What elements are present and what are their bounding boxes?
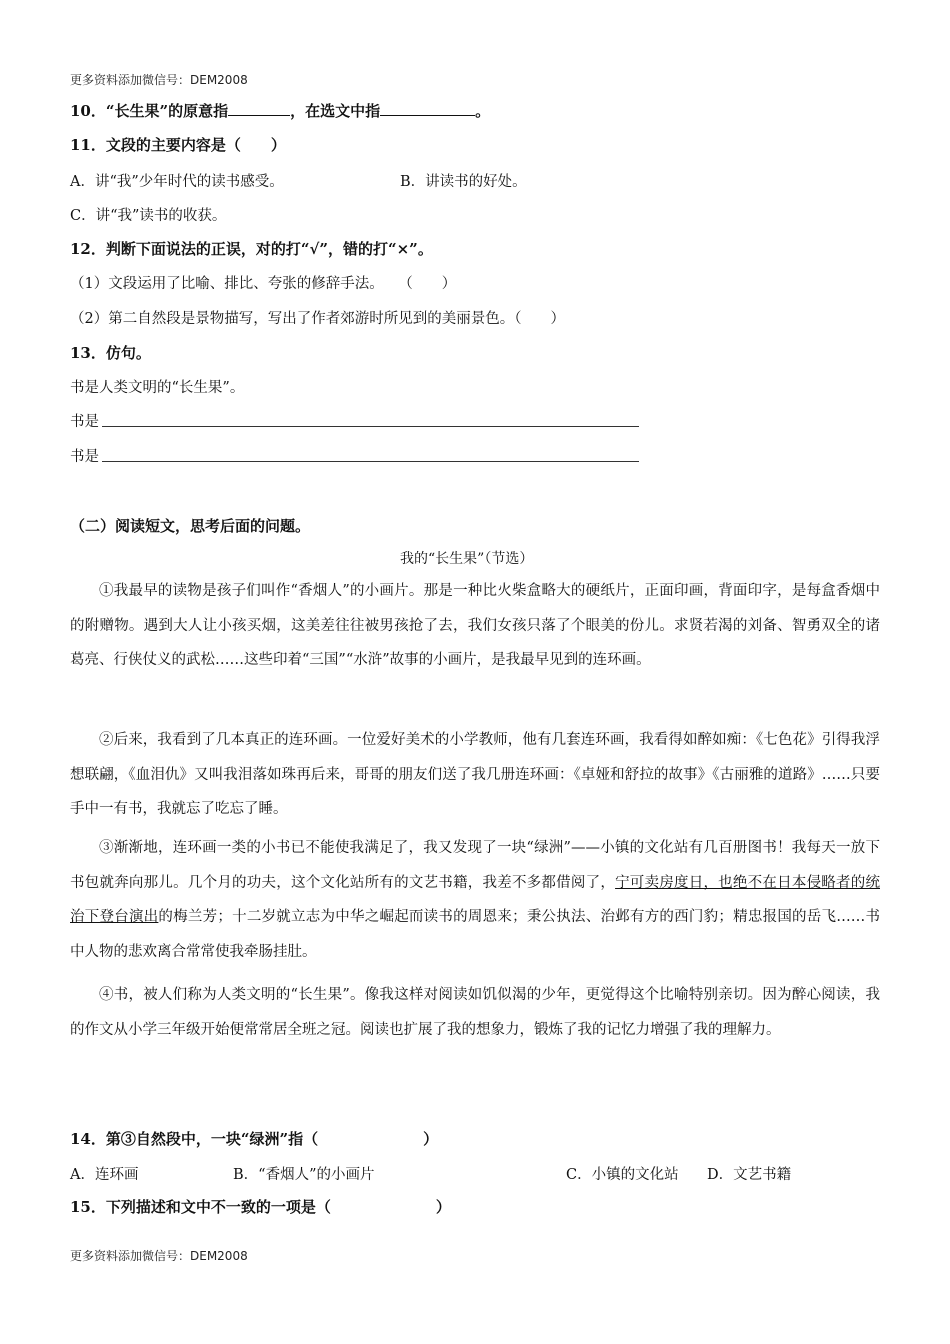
q11-option-c: C．讲“我”读书的收获。 [70, 208, 227, 224]
passage-paragraph-1: ①我最早的读物是孩子们叫作“香烟人”的小画片。那是一种比火柴盒略大的硬纸片，正面印画，背面印字，是每盒香烟中的附赠物。遇到大人让小孩买烟，这美差往往被男孩抢了去，我们女孩只落了个眼美的份儿。求贤若渴的刘备、智勇双全的诸葛亮、行侠仗义的武松……这些印着“三国”“水浒”故事的小画片，是我最早见到的连环画。 [70, 583, 880, 668]
q10-blank-2[interactable] [380, 101, 475, 116]
q14-option-d: D．文艺书籍 [707, 1167, 792, 1183]
q14-option-a: A．连环画 [70, 1167, 139, 1183]
q11-option-b: B．讲读书的好处。 [400, 174, 527, 190]
q12-item-2: （2）第二自然段是景物描写，写出了作者郊游时所见到的美丽景色。（ ） [70, 311, 565, 327]
passage-title: 我的“长生果”（节选） [400, 551, 534, 567]
passage-paragraph-4: ④书，被人们称为人类文明的“长生果”。像我这样对阅读如饥似渴的少年，更觉得这个比喻特别亲切。因为醉心阅读，我的作文从小学三年级开始便常常居全班之冠。阅读也扩展了我的想象力，锻炼了我的记忆力增强了我的理解力。 [70, 987, 880, 1038]
passage-paragraph-2: ②后来，我看到了几本真正的连环画。一位爱好美术的小学教师，他有几套连环画，我看得如醉如痴：《七色花》引得我浮想联翩，《血泪仇》又叫我泪落如珠再后来，哥哥的朋友们送了我几册连环画：《卓娅和舒拉的故事》《古丽雅的道路》……只要手中一有书，我就忘了吃忘了睡。 [70, 732, 880, 817]
passage-paragraph-3 [70, 831, 880, 969]
question-10 [70, 100, 490, 121]
p3-underlined-phrase: 宁可卖房度日，也绝不在日本侵略者的统治下登台演出 [70, 874, 880, 925]
p3-part-b: 的梅兰芳；十二岁就立志为中华之崛起而读书的周恩来；秉公执法、治邺有方的西门豹；精忠报国的岳飞……书中人物的悲欢离合常常使我牵肠挂肚。 [70, 909, 881, 960]
page-header: 更多资料添加微信号：DEM2008 [70, 73, 248, 87]
question-11-stem: 11．文段的主要内容是（ ） [70, 136, 286, 154]
q13-prefix-1: 书是 [70, 414, 99, 430]
q10-text-b: ，在选文中指 [290, 102, 381, 120]
q10-text-a: 10．“长生果”的原意指 [70, 102, 229, 120]
q10-text-c: 。 [475, 102, 491, 120]
section-2-heading: （二）阅读短文，思考后面的问题。 [70, 517, 311, 535]
q13-answer-line-1[interactable] [102, 426, 639, 427]
q11-option-a: A．讲“我”少年时代的读书感受。 [70, 174, 284, 190]
q13-example: 书是人类文明的“长生果”。 [70, 380, 245, 396]
question-15-stem: 15．下列描述和文中不一致的一项是（ ） [70, 1198, 451, 1216]
q10-blank-1[interactable] [228, 101, 290, 116]
page-footer: 更多资料添加微信号：DEM2008 [70, 1249, 248, 1263]
question-14-stem: 14．第③自然段中，一块“绿洲”指（ ） [70, 1130, 439, 1148]
question-13-stem: 13．仿句。 [70, 344, 151, 362]
q14-option-c: C．小镇的文化站 [566, 1167, 679, 1183]
q14-option-b: B．“香烟人”的小画片 [233, 1167, 375, 1183]
q13-answer-line-2[interactable] [102, 461, 639, 462]
q13-prefix-2: 书是 [70, 449, 99, 465]
p3-part-a: ③渐渐地，连环画一类的小书已不能使我满足了，我又发现了一块“绿洲”——小镇的文化站有几百册图书！我每天一放下书包就奔向那儿。几个月的功夫，这个文化站所有的文艺书籍，我差不多都借阅了， [70, 840, 880, 891]
q12-item-1: （1）文段运用了比喻、排比、夸张的修辞手法。 （ ） [70, 276, 457, 292]
question-12-stem: 12．判断下面说法的正误，对的打“√”，错的打“×”。 [70, 240, 433, 258]
